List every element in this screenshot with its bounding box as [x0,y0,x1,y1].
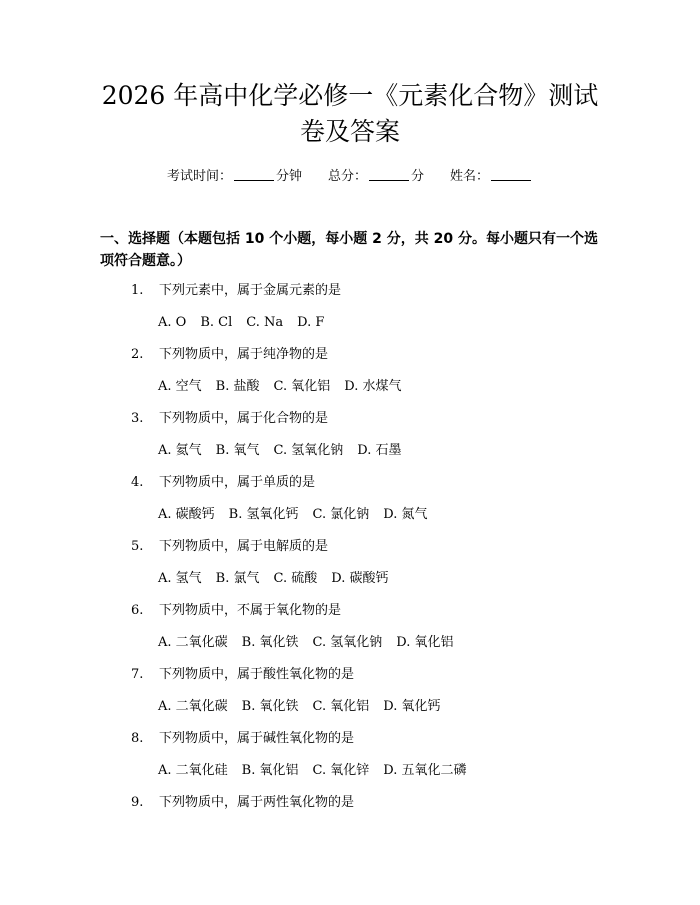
question-options [158,441,415,461]
option-item: A. O [158,315,187,330]
option-item: B. 氧化铝 [241,763,299,778]
question-number: 1. [131,283,144,298]
option-item: D. 水煤气 [344,379,402,394]
option-item: A. 氦气 [158,443,202,458]
option-item: A. 碳酸钙 [158,507,215,522]
question-1 [131,281,341,301]
option-item: B. Cl [200,315,233,330]
question-3 [131,409,328,429]
question-text: 下列物质中，不属于氧化物的是 [159,603,342,618]
option-item: B. 盐酸 [215,379,260,394]
question-text: 下列物质中，属于化合物的是 [159,411,329,426]
time-label: 考试时间： [166,169,232,184]
question-number: 8. [131,731,144,746]
option-item: B. 氧化铁 [241,635,299,650]
question-text: 下列物质中，属于两性氧化物的是 [159,795,355,810]
option-item: D. 氧化钙 [383,699,441,714]
question-options [158,377,415,397]
exam-meta-line [0,167,700,187]
question-5 [131,537,328,557]
question-8 [131,729,354,749]
question-options [158,633,467,653]
section-heading: 一、选择题（本题包括 10 个小题，每小题 2 分，共 20 分。每小题只有一个选项符合题意。） [100,231,598,269]
option-item: D. F [297,315,325,330]
question-4 [131,473,315,493]
option-item: D. 石墨 [357,443,402,458]
question-number: 4. [131,475,144,490]
option-item: C. 氢氧化钠 [312,635,383,650]
time-blank [234,168,274,181]
option-item: D. 碳酸钙 [331,571,389,586]
time-unit: 分钟 [275,169,302,184]
option-item: C. 氯化钠 [312,507,370,522]
question-number: 5. [131,539,144,554]
question-7 [131,665,354,685]
option-item: A. 二氧化碳 [158,699,228,714]
option-item: B. 氧气 [215,443,260,458]
option-item: A. 空气 [158,379,202,394]
option-item: B. 氧化铁 [241,699,299,714]
option-item: D. 氧化铝 [396,635,454,650]
question-text: 下列元素中，属于金属元素的是 [159,283,342,298]
option-item: C. 氧化锌 [312,763,370,778]
option-item: B. 氯气 [215,571,260,586]
score-blank [369,168,409,181]
question-options [158,761,480,781]
option-item: A. 氢气 [158,571,202,586]
question-text: 下列物质中，属于纯净物的是 [159,347,329,362]
name-blank [491,168,531,181]
question-options [158,569,402,589]
score-unit: 分 [411,169,425,184]
question-options [158,697,454,717]
option-item: C. 硫酸 [273,571,318,586]
question-number: 6. [131,603,144,618]
question-number: 9. [131,795,144,810]
option-item: C. Na [246,315,284,330]
question-6 [131,601,341,621]
page-title-line-2: 卷及答案 [299,117,400,146]
question-number: 7. [131,667,144,682]
question-text: 下列物质中，属于酸性氧化物的是 [159,667,355,682]
question-number: 2. [131,347,144,362]
option-item: D. 氮气 [383,507,428,522]
score-label: 总分： [327,169,367,184]
option-item: C. 氢氧化钠 [273,443,344,458]
question-options [158,313,338,333]
page-title-line-1: 2026 年高中化学必修一《元素化合物》测试 [101,81,599,110]
question-text: 下列物质中，属于电解质的是 [159,539,329,554]
question-options [158,505,441,525]
question-number: 3. [131,411,144,426]
question-text: 下列物质中，属于单质的是 [159,475,316,490]
question-text: 下列物质中，属于碱性氧化物的是 [159,731,355,746]
option-item: A. 二氧化碳 [158,635,228,650]
option-item: D. 五氧化二磷 [383,763,467,778]
option-item: C. 氧化铝 [312,699,370,714]
option-item: B. 氢氧化钙 [228,507,299,522]
name-label: 姓名： [450,169,490,184]
question-2 [131,345,328,365]
option-item: A. 二氧化硅 [158,763,228,778]
option-item: C. 氧化铝 [273,379,331,394]
question-9 [131,793,354,813]
